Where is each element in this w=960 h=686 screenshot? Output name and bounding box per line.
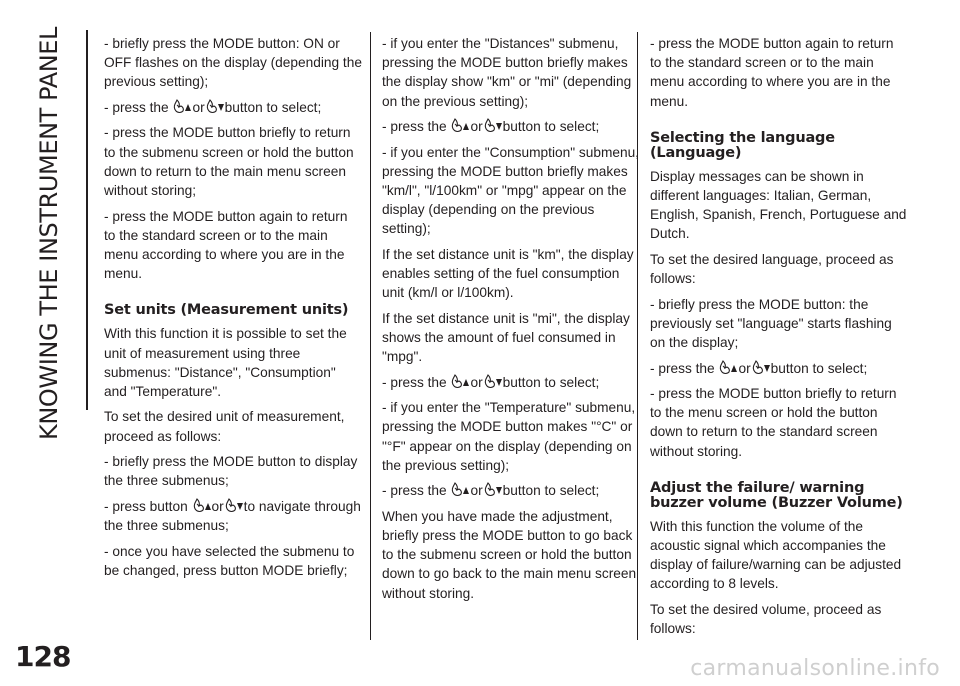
paragraph: If the set distance unit is "mi", the display shows the amount of fuel consumed in "mpg". [382, 310, 630, 365]
mode-up-button-icon [451, 118, 469, 134]
text-column-1 [104, 34, 362, 586]
paragraph: - briefly press the MODE button to display the three submenus; [104, 454, 358, 489]
paragraph: - briefly press the MODE button: the previously set "language" starts flashing on the display; [650, 296, 892, 351]
paragraph: - if you enter the "Distances" submenu, pressing the MODE button briefly makes the display show "km" or "mi" (depending on the previous setting); [382, 36, 632, 109]
section-heading: Adjust the failure/ warning buzzer volume (Buzzer Volume) [650, 479, 903, 511]
paragraph [104, 497, 362, 535]
paragraph-text: or [470, 119, 483, 135]
paragraph-text: button to select; [502, 483, 600, 499]
mode-down-button-icon [206, 99, 224, 115]
paragraph [382, 373, 640, 392]
section-heading: Selecting the language (Language) [650, 129, 835, 161]
section-heading: Set units (Measurement units) [104, 302, 349, 319]
page-number: 128 [15, 640, 71, 673]
paragraph-text: - press the [382, 119, 451, 135]
paragraph-text: button to select; [502, 119, 600, 135]
mode-down-button-icon [484, 118, 502, 134]
mode-down-button-icon [484, 482, 502, 498]
text-column-2 [382, 34, 640, 609]
paragraph: - once you have selected the submenu to be changed, press button MODE briefly; [104, 543, 355, 578]
text-column-3 [650, 34, 908, 645]
paragraph: - press the MODE button again to return to the standard screen or to the main menu according to where you are in the menu. [650, 36, 894, 109]
paragraph-text: or [192, 99, 205, 115]
paragraph: - press the MODE button briefly to return to the submenu screen or hold the button down to return to the main menu screen without storing; [104, 125, 354, 199]
mode-up-button-icon [173, 99, 191, 115]
paragraph: - if you enter the "Temperature" submenu, pressing the MODE button makes "°C" or "°F" appear on the display (depending on the previous setting); [382, 400, 636, 473]
mode-down-button-icon [752, 360, 770, 376]
paragraph: - if you enter the "Consumption" submenu, pressing the MODE button briefly makes "km/l", "l/100km" or "mpg" appear on the display (depending on the previous setting); [382, 144, 639, 237]
paragraph-text: or [738, 360, 751, 376]
section-divider [86, 30, 88, 410]
section-title: KNOWING THE INSTRUMENT PANEL [35, 27, 63, 440]
paragraph-text: - press the [104, 99, 173, 115]
paragraph: - press the MODE button briefly to return to the menu screen or hold the button down to return to the standard screen without storing. [650, 386, 897, 459]
paragraph-text: - press button [104, 498, 192, 514]
mode-up-button-icon [193, 498, 211, 514]
paragraph: To set the desired unit of measurement, proceed as follows: [104, 409, 345, 444]
mode-down-button-icon [225, 498, 243, 514]
paragraph-text: - press the [650, 360, 719, 376]
paragraph-text: button to select; [224, 99, 322, 115]
paragraph: Display messages can be shown in different languages: Italian, German, English, Spanish, French, Portuguese and Dutch. [650, 168, 907, 242]
paragraph-text: or [470, 483, 483, 499]
column-divider-1 [370, 32, 371, 640]
watermark: carmanualsonline.info [690, 656, 940, 681]
paragraph [382, 117, 640, 136]
paragraph: - press the MODE button again to return to the standard screen or to the main menu according to where you are in the menu. [104, 208, 348, 282]
paragraph-text: to navigate through the three submenus; [104, 498, 361, 534]
paragraph-text: or [211, 498, 224, 514]
paragraph-text: button to select; [502, 374, 600, 390]
mode-up-button-icon [719, 360, 737, 376]
paragraph: - briefly press the MODE button: ON or OFF flashes on the display (depending the previous setting); [104, 36, 362, 90]
paragraph-text: - press the [382, 483, 451, 499]
paragraph-text: - press the [382, 374, 451, 390]
mode-down-button-icon [484, 374, 502, 390]
paragraph: With this function the volume of the acoustic signal which accompanies the display of failure/warning can be adjusted according to 8 levels. [650, 518, 902, 592]
paragraph [382, 481, 640, 500]
paragraph: To set the desired volume, proceed as follows: [650, 601, 882, 637]
paragraph [104, 98, 362, 117]
paragraph [650, 359, 908, 378]
mode-up-button-icon [451, 374, 469, 390]
paragraph: When you have made the adjustment, briefly press the MODE button to go back to the submenu screen or hold the button down to go back to the main menu screen without storing. [382, 508, 637, 601]
paragraph-text: or [470, 374, 483, 390]
paragraph: If the set distance unit is "km", the display enables setting of the fuel consumption unit (km/l or l/100km). [382, 246, 634, 301]
paragraph: With this function it is possible to set the unit of measurement using three submenus: "Distance", "Consumption" and "Temperature". [104, 326, 347, 399]
mode-up-button-icon [451, 482, 469, 498]
paragraph: To set the desired language, proceed as follows: [650, 251, 894, 287]
paragraph-text: button to select; [770, 360, 868, 376]
